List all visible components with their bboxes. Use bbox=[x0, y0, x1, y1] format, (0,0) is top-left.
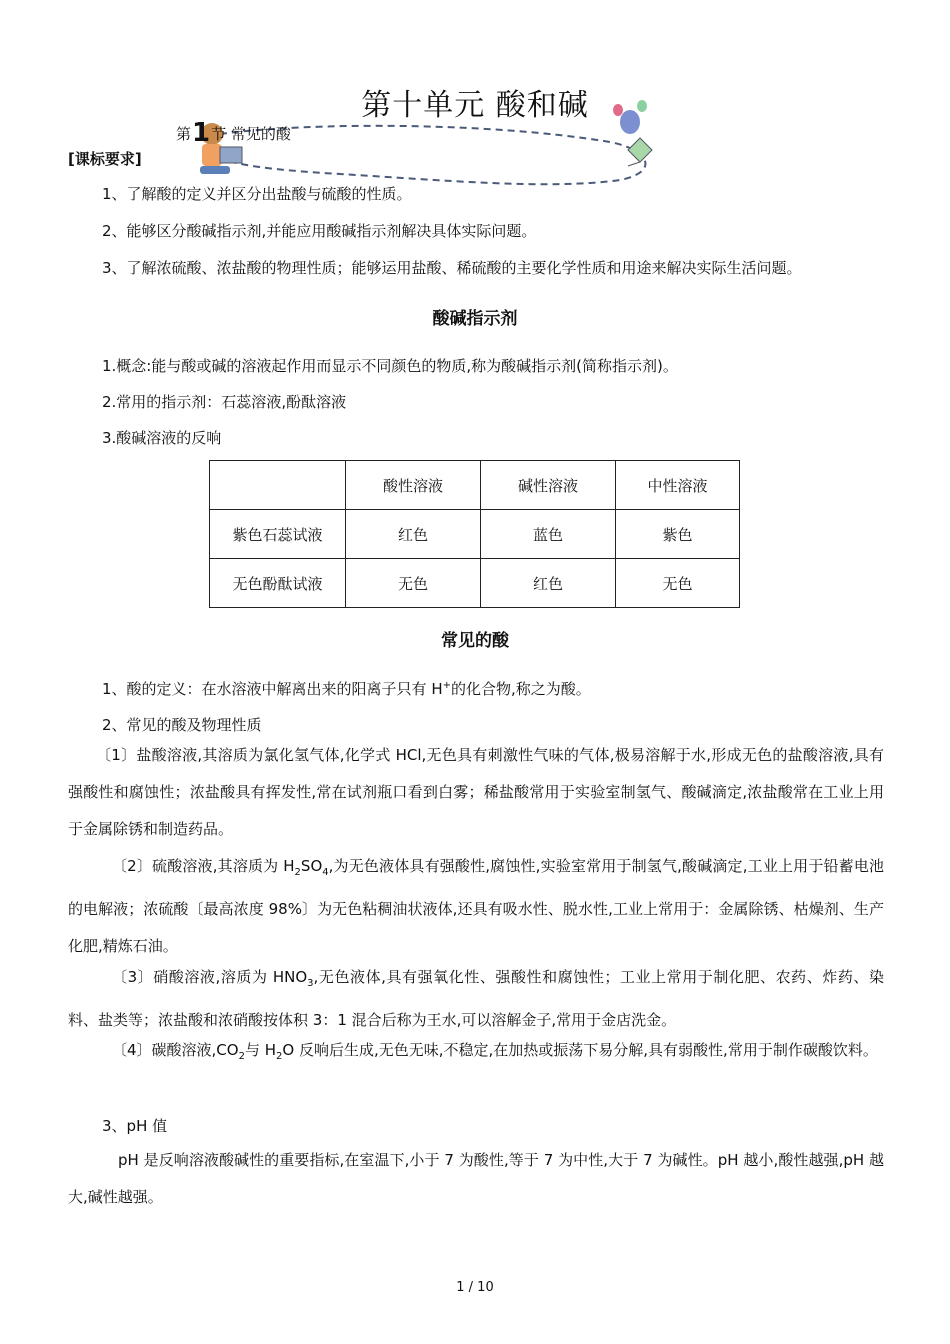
table-cell: 无色酚酞试液 bbox=[210, 559, 346, 608]
indicator-heading: 酸碱指示剂 bbox=[432, 309, 518, 329]
hydrochloric-acid-paragraph: 〔1〕盐酸溶液,其溶质为氯化氢气体,化学式 HCl,无色具有刺激性气味的气体,极易溶解于水,形成无色的盐酸溶液,具有强酸性和腐蚀性；浓盐酸具有挥发性,常在试剂瓶口看到白雾；稀盐酸常用于实验室制氢气、酸碱滴定,浓盐酸常在工业上用于金属除锈和制造药品。 bbox=[68, 746, 884, 838]
nitric-acid-paragraph bbox=[68, 959, 884, 1039]
acid-definition-text: 的化合物,称之为酸。 bbox=[450, 680, 591, 698]
acids-heading: 常见的酸 bbox=[441, 631, 509, 651]
paragraph-text: ,无色液体,具有强氧化性、强酸性和腐蚀性；工业上常用于制化肥、农药、炸药、染料、盐类等；浓盐酸和浓硝酸按体积 3：1 混合后称为王水,可以溶解金子,常用于金店洗金。 bbox=[68, 968, 884, 1029]
acid-definition-text: 1、酸的定义：在水溶液中解离出来的阳离子只有 H bbox=[102, 680, 443, 698]
paragraph-text: 与 H bbox=[244, 1041, 277, 1059]
ph-heading: 3、pH 值 bbox=[102, 1117, 168, 1135]
requirements-heading: [课标要求] bbox=[68, 150, 142, 168]
page-number: 1 / 10 bbox=[456, 1280, 494, 1295]
ph-paragraph: pH 是反响溶液酸碱性的重要指标,在室温下,小于 7 为酸性,等于 7 为中性,大于 7 为碱性。pH 越小,酸性越强,pH 越大,碱性越强。 bbox=[68, 1151, 884, 1206]
subscript: 2 bbox=[294, 867, 301, 878]
table-cell: 无色 bbox=[346, 559, 481, 608]
paragraph-text: O 反响后生成,无色无味,不稳定,在加热或振荡下易分解,具有弱酸性,常用于制作碳酸饮料。 bbox=[282, 1041, 878, 1059]
section-number: 1 bbox=[192, 118, 211, 148]
sulfuric-acid-paragraph bbox=[68, 848, 884, 965]
superscript: + bbox=[442, 680, 451, 691]
paragraph-text: 〔3〕硝酸溶液,溶质为 HNO bbox=[112, 968, 308, 986]
table-cell: 紫色石蕊试液 bbox=[210, 510, 346, 559]
table-header-cell: 中性溶液 bbox=[616, 461, 740, 510]
requirement-item: 2、能够区分酸碱指示剂,并能应用酸碱指示剂解决具体实际问题。 bbox=[102, 222, 537, 240]
balloon-kite-icon bbox=[613, 100, 652, 166]
section-suffix: 节 常见的酸 bbox=[211, 125, 291, 143]
table-cell: 紫色 bbox=[616, 510, 740, 559]
table-header-cell bbox=[210, 461, 346, 510]
section-prefix: 第 bbox=[176, 125, 192, 143]
unit-title: 第十单元 酸和碱 bbox=[361, 88, 589, 123]
table-row bbox=[210, 510, 740, 559]
indicator-line: 3.酸碱溶液的反响 bbox=[102, 429, 222, 447]
physical-properties-heading: 2、常见的酸及物理性质 bbox=[102, 716, 262, 734]
table-row bbox=[210, 559, 740, 608]
requirement-item: 3、了解浓硫酸、浓盐酸的物理性质；能够运用盐酸、稀硫酸的主要化学性质和用途来解决实际生活问题。 bbox=[102, 259, 802, 277]
paragraph-text: SO bbox=[300, 857, 323, 875]
paragraph-text: 〔2〕硫酸溶液,其溶质为 H bbox=[112, 857, 295, 875]
table-cell: 蓝色 bbox=[481, 510, 616, 559]
table-header-cell: 酸性溶液 bbox=[346, 461, 481, 510]
table-cell: 红色 bbox=[346, 510, 481, 559]
paragraph-text: 〔4〕碳酸溶液,CO bbox=[112, 1041, 239, 1059]
subscript: 2 bbox=[276, 1051, 283, 1062]
table-cell: 无色 bbox=[616, 559, 740, 608]
section-label bbox=[176, 118, 291, 148]
acid-definition bbox=[102, 678, 591, 699]
subscript: 2 bbox=[238, 1051, 245, 1062]
paragraph-text: ,为无色液体具有强酸性,腐蚀性,实验室常用于制氢气,酸碱滴定,工业上用于铅蓄电池的电解液；浓硫酸〔最高浓度 98%〕为无色粘稠油状液体,还具有吸水性、脱水性,工业上常用于：金属除锈、枯燥剂、生产化肥,精炼石油。 bbox=[68, 857, 884, 955]
indicator-line: 2.常用的指示剂：石蕊溶液,酚酞溶液 bbox=[102, 393, 347, 411]
indicator-line: 1.概念:能与酸或碱的溶液起作用而显示不同颜色的物质,称为酸碱指示剂(简称指示剂)。 bbox=[102, 357, 678, 375]
table-header-cell: 碱性溶液 bbox=[481, 461, 616, 510]
subscript: 4 bbox=[322, 867, 329, 878]
indicator-table bbox=[209, 460, 740, 608]
requirement-item: 1、了解酸的定义并区分出盐酸与硫酸的性质。 bbox=[102, 185, 412, 203]
table-header-row bbox=[210, 461, 740, 510]
carbonic-acid-paragraph bbox=[68, 1032, 884, 1075]
table-cell: 红色 bbox=[481, 559, 616, 608]
subscript: 3 bbox=[307, 978, 314, 989]
